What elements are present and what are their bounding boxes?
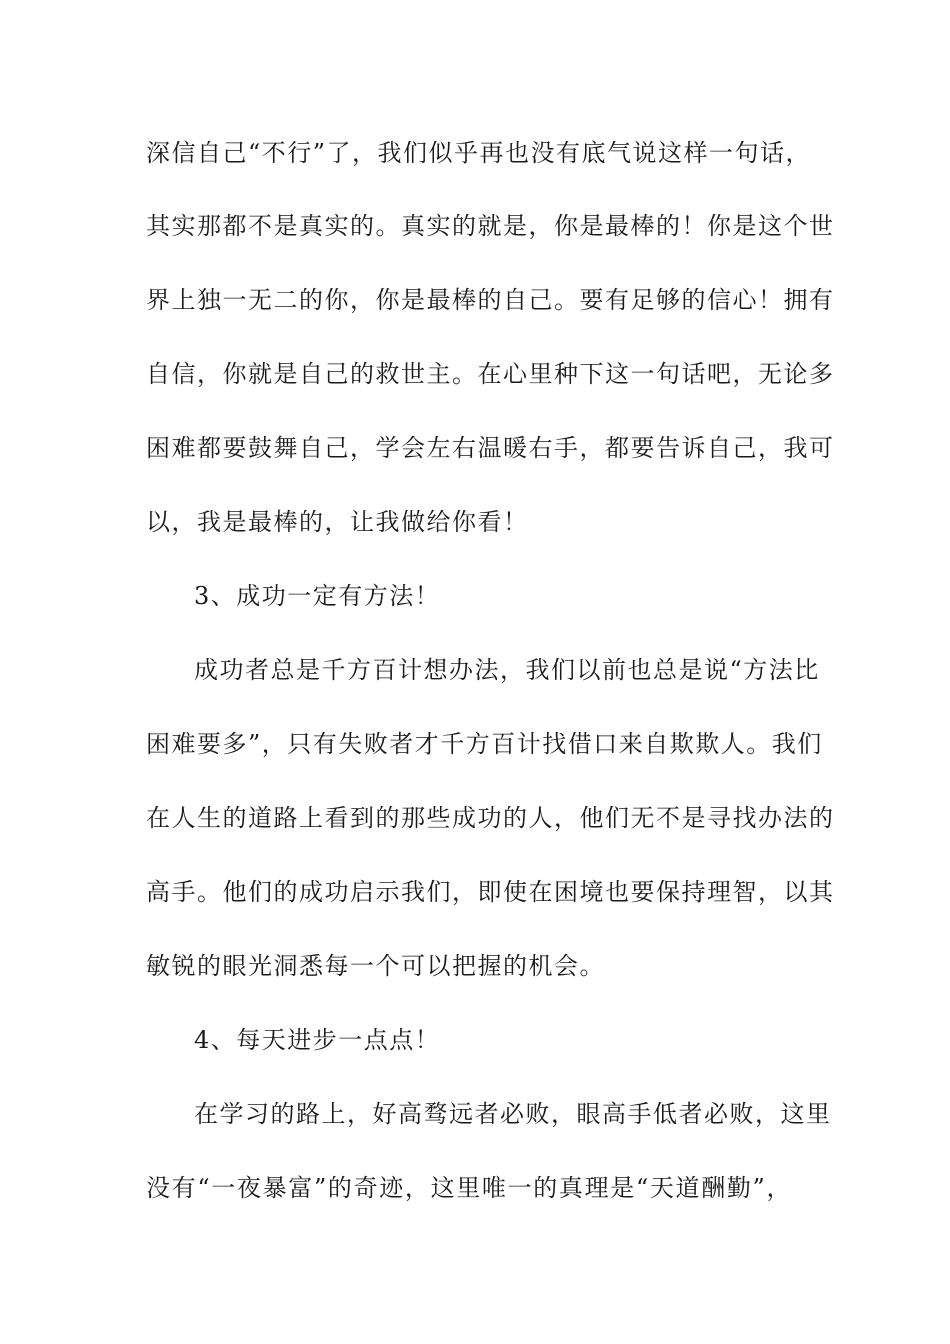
text-line: 其实那都不是真实的。真实的就是，你是最棒的！你是这个世 bbox=[146, 212, 835, 240]
section-heading: 4、每天进步一点点！ bbox=[194, 1026, 441, 1054]
text-line: 困难都要鼓舞自己，学会左右温暖右手，都要告诉自己，我可 bbox=[146, 434, 835, 462]
text-line: 困难要多”，只有失败者才千方百计找借口来自欺欺人。我们 bbox=[146, 730, 823, 758]
text-line: 没有“一夜暴富”的奇迹，这里唯一的真理是“天道酬勤”， bbox=[146, 1174, 792, 1202]
section-heading: 3、成功一定有方法！ bbox=[194, 582, 441, 610]
text-line: 敏锐的眼光洞悉每一个可以把握的机会。 bbox=[146, 952, 605, 980]
text-line: 在人生的道路上看到的那些成功的人，他们无不是寻找办法的 bbox=[146, 804, 835, 832]
text-line: 以，我是最棒的，让我做给你看！ bbox=[146, 508, 529, 536]
text-line: 自信，你就是自己的救世主。在心里种下这一句话吧，无论多 bbox=[146, 360, 835, 388]
text-line: 界上独一无二的你，你是最棒的自己。要有足够的信心！拥有 bbox=[146, 286, 835, 314]
text-line: 深信自己“不行”了，我们似乎再也没有底气说这样一句话， bbox=[146, 139, 812, 167]
text-line: 高手。他们的成功启示我们，即使在困境也要保持理智，以其 bbox=[146, 878, 835, 906]
paragraph-first-line: 成功者总是千方百计想办法，我们以前也总是说“方法比 bbox=[194, 656, 820, 684]
paragraph-first-line: 在学习的路上，好高骛远者必败，眼高手低者必败，这里 bbox=[194, 1100, 832, 1128]
